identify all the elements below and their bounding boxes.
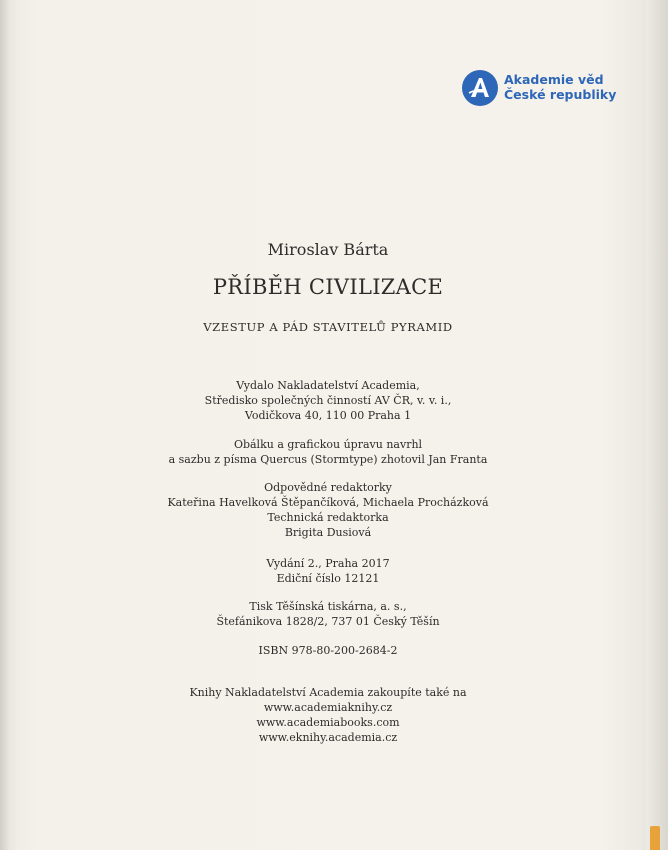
design-block xyxy=(140,437,516,467)
shop-link: www.eknihy.academia.cz xyxy=(258,731,398,744)
editors-block xyxy=(140,480,516,540)
design-line: a sazbu z písma Quercus (Stormtype) zhotovil Jan Franta xyxy=(168,453,488,466)
author-name: Miroslav Bárta xyxy=(267,240,389,259)
academy-logo-text xyxy=(504,72,616,102)
isbn-block xyxy=(140,643,516,658)
shop-line: Knihy Nakladatelství Academia zakoupíte také na xyxy=(189,686,467,699)
publisher-line: Vydalo Nakladatelství Academia, xyxy=(236,379,420,392)
academy-logo xyxy=(462,68,622,110)
book-subtitle: VZESTUP A PÁD STAVITELŮ PYRAMID xyxy=(203,320,453,334)
print-block xyxy=(140,599,516,629)
editors-line: Odpovědné redaktorky xyxy=(264,481,392,494)
shop-link: www.academiabooks.com xyxy=(256,716,400,729)
publisher-line: Vodičkova 40, 110 00 Praha 1 xyxy=(244,409,412,422)
publisher-line: Středisko společných činností AV ČR, v. v. i., xyxy=(204,394,452,407)
orange-bookmark-tab xyxy=(650,826,660,850)
edition-line: Ediční číslo 12121 xyxy=(276,572,380,585)
page-left-edge xyxy=(0,0,10,850)
edition-line: Vydání 2., Praha 2017 xyxy=(266,557,390,570)
academy-a-icon xyxy=(462,70,498,106)
editors-line: Technická redaktorka xyxy=(267,511,389,524)
page-right-edge xyxy=(646,0,668,850)
print-line: Štefánikova 1828/2, 737 01 Český Těšín xyxy=(216,615,440,628)
logo-line-1: Akademie věd xyxy=(504,72,604,87)
imprint-content xyxy=(140,240,516,745)
edition-block xyxy=(140,556,516,586)
shop-link: www.academiaknihy.cz xyxy=(263,701,393,714)
editors-line: Kateřina Havelková Štěpančíková, Michaela Procházková xyxy=(167,496,489,509)
editors-line: Brigita Dusiová xyxy=(284,526,372,539)
shop-block xyxy=(140,685,516,745)
print-line: Tisk Těšínská tiskárna, a. s., xyxy=(249,600,407,613)
isbn: ISBN 978-80-200-2684-2 xyxy=(258,644,398,657)
book-title: PŘÍBĚH CIVILIZACE xyxy=(212,275,444,299)
design-line: Obálku a grafickou úpravu navrhl xyxy=(233,438,423,451)
publisher-block xyxy=(140,378,516,423)
logo-line-2: České republiky xyxy=(504,87,617,102)
